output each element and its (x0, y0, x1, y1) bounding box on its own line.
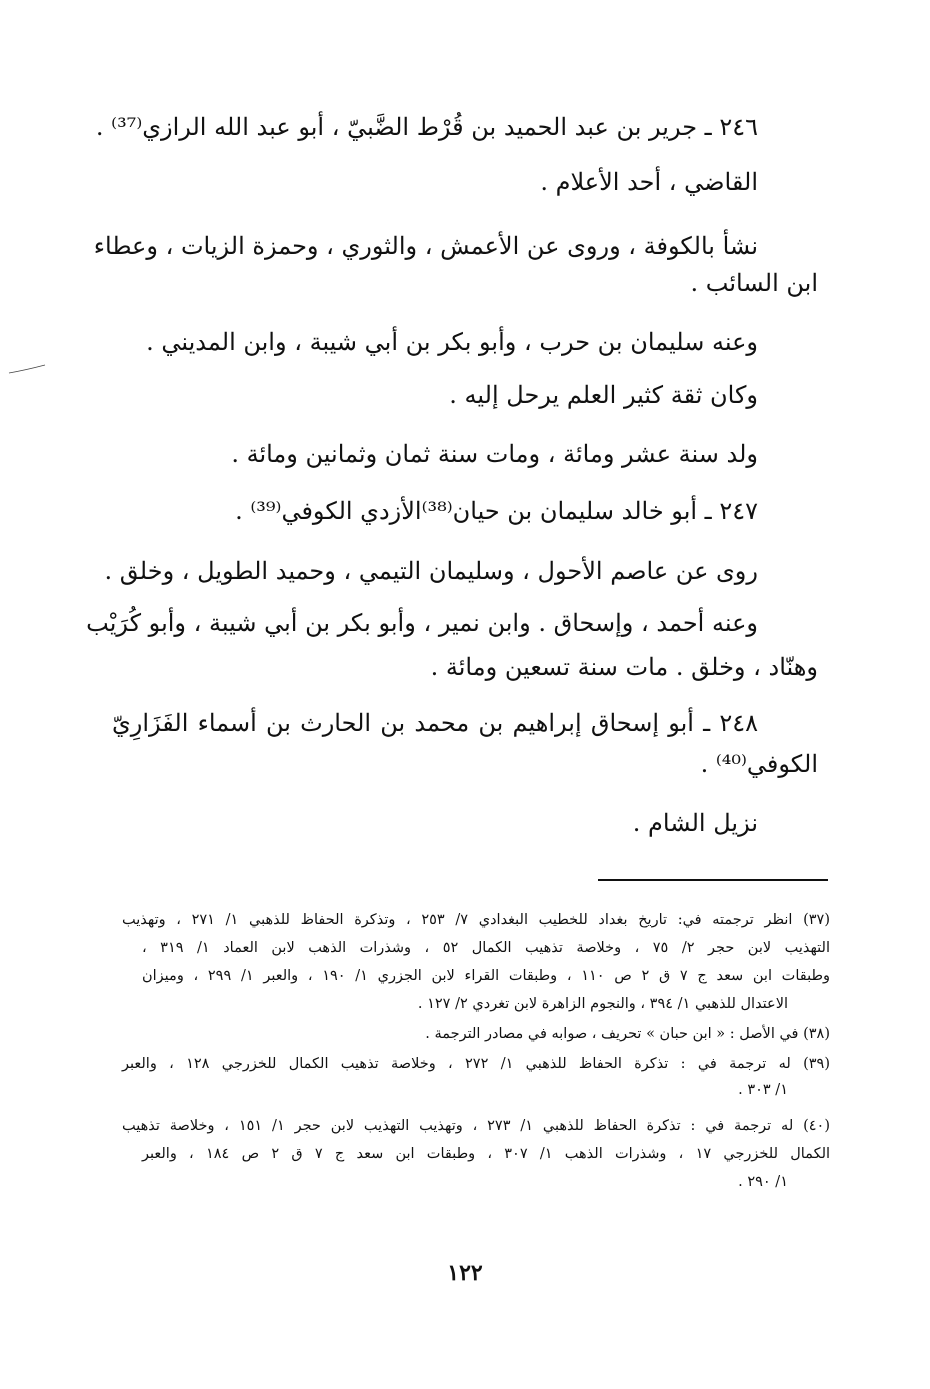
entry-247-line: روى عن عاصم الأحول ، وسليمان التيمي ، وحميد الطويل ، وخلق . (104, 557, 758, 585)
footnote-37-cont: وطبقات ابن سعد ج ٧ ق ٢ ص ١١٠ ، وطبقات القراء لابن الجزري ١/ ١٩٠ ، والعبر ١/ ٢٩٩ ، وميزان (142, 968, 831, 984)
entry-246-title: ٢٤٦ ـ جرير بن عبد الحميد بن قُرْط الضَّبيّ ، أبو عبد الله الرازي⁽³⁷⁾ . (95, 113, 758, 141)
footnote-37: (٣٧) انظر ترجمته في: تاريخ بغداد للخطيب البغدادي ٧/ ٢٥٣ ، وتذكرة الحفاظ للذهبي ١/ ٢٧١ ، وتهذيب (122, 912, 830, 928)
footnote-40-cont: ١/ ٢٩٠ . (738, 1174, 788, 1190)
entry-247-line: وهنّاد ، وخلق . مات سنة تسعين ومائة . (430, 653, 818, 681)
scan-mark (8, 364, 46, 374)
page-number: ١٢٢ (447, 1260, 483, 1286)
entry-248-line: نزيل الشام . (632, 809, 758, 837)
footnote-39: (٣٩) له ترجمة في : تذكرة الحفاظ للذهبي ١/ ٢٧٢ ، وخلاصة تذهيب الكمال للخزرجي ١٢٨ ، والعبر (122, 1056, 830, 1072)
footnote-39-cont: ١/ ٣٠٣ . (738, 1082, 788, 1098)
entry-246-line: ولد سنة عشر ومائة ، ومات سنة ثمان وثمانين ومائة . (231, 440, 758, 468)
footnote-40: (٤٠) له ترجمة في : تذكرة الحفاظ للذهبي ١/ ٢٧٣ ، وتهذيب التهذيب لابن حجر ١/ ١٥١ ، وخلاصة تذهيب (122, 1118, 830, 1134)
entry-246-line: ابن السائب . (690, 269, 818, 297)
entry-246-line: نشأ بالكوفة ، وروى عن الأعمش ، والثوري ، وحمزة الزيات ، وعطاء (93, 232, 758, 260)
entry-247-title: ٢٤٧ ـ أبو خالد سليمان بن حيان⁽³⁸⁾الأزدي الكوفي⁽³⁹⁾ . (235, 497, 758, 525)
entry-246-line: وعنه سليمان بن حرب ، وأبو بكر بن أبي شيبة ، وابن المديني . (146, 328, 758, 356)
entry-248-title: ٢٤٨ ـ أبو إسحاق إبراهيم بن محمد بن الحارث بن أسماء الفَزَارِيّ (112, 709, 758, 737)
entry-247-line: وعنه أحمد ، وإسحاق . وابن نمير ، وأبو بكر بن أبي شيبة ، وأبو كُرَيْب (86, 609, 758, 637)
entry-246-line: وكان ثقة كثير العلم يرحل إليه . (449, 381, 758, 409)
footnote-40-cont: الكمال للخزرجي ١٧ ، وشذرات الذهب ١/ ٣٠٧ ، وطبقات ابن سعد ج ٧ ق ٢ ص ١٨٤ ، والعبر (142, 1146, 831, 1162)
footnote-37-cont: التهذيب لابن حجر ٢/ ٧٥ ، وخلاصة تذهيب الكمال ٥٢ ، وشذرات الذهب لابن العماد ١/ ٣١٩ ، (142, 940, 831, 956)
footnote-38: (٣٨) في الأصل : « ابن حبان » تحريف ، صوابه في مصادر الترجمة . (425, 1026, 830, 1042)
footnote-separator (598, 879, 828, 881)
entry-246-line: القاضي ، أحد الأعلام . (540, 168, 758, 196)
footnote-37-cont: الاعتدال للذهبي ١/ ٣٩٤ ، والنجوم الزاهرة لابن تغردي ٢/ ١٢٧ . (417, 996, 788, 1012)
entry-248-line: الكوفي⁽⁴⁰⁾ . (700, 750, 818, 778)
